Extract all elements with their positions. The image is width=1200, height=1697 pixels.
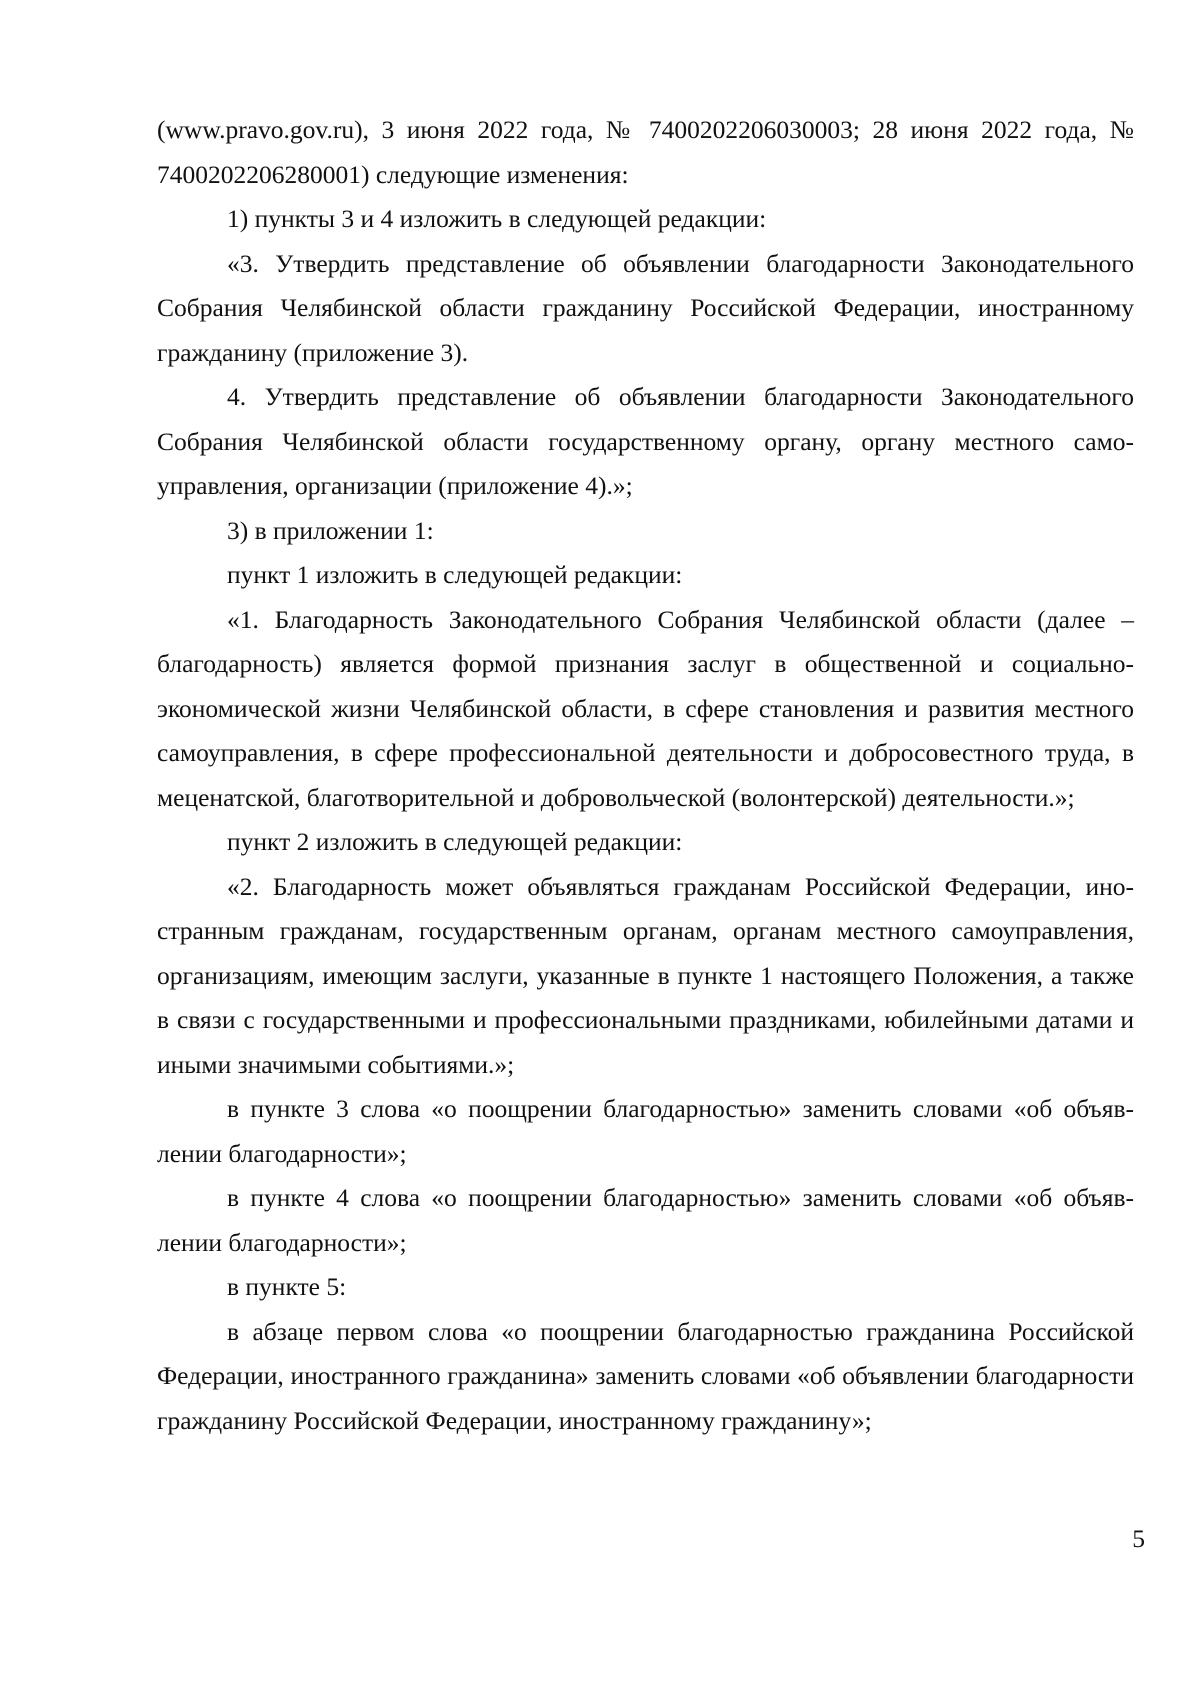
paragraph-point-1-text: «1. Благодарность Законодательного Собрания Челябинской области (далее – благодарность) является формой признания заслуг в общественной и социально-экономической жизни Челябинской области, в сфере становления и развития местного самоуправления, в сфере профессиональной деятельности и добросовестного труда, в меценатской, благотворительной и добровольческой (волонтерской) деятельности.»;: [157, 604, 1134, 812]
paragraph-item-3: 3) в приложении 1:: [227, 515, 434, 545]
paragraph-point-3-change: в пункте 3 слова «о поощрении благодарностью» заменить словами «об объявлении благодарности»;: [157, 1094, 1134, 1168]
document-body: [157, 108, 1134, 1443]
paragraph-point-4-change: в пункте 4 слова «о поощрении благодарностью» заменить словами «об объявлении благодарности»;: [157, 1183, 1134, 1257]
paragraph-item-1: 1) пункты 3 и 4 изложить в следующей редакции:: [227, 204, 767, 233]
paragraph-point-1-intro: пункт 1 изложить в следующей редакции:: [227, 560, 683, 589]
page-number: 5: [1132, 1524, 1145, 1553]
paragraph-point-2-text: «2. Благодарность может объявляться гражданам Российской Федерации, иностранным гражданам, государственным органам, органам местного самоуправления, организациям, имеющим заслуги, указанные в пункте 1 настоящего Положения, а также в связи с государственными и профессиональными праздниками, юбилейными датами и иными значимыми событиями.»;: [157, 871, 1134, 1079]
paragraph-point-5-intro: в пункте 5:: [227, 1272, 347, 1301]
paragraph-point-2-intro: пункт 2 изложить в следующей редакции:: [227, 827, 683, 856]
paragraph-point-4: 4. Утвердить представление об объявлении благодарности Законодательного Собрания Челябинской области государственному органу, органу местного самоуправления, организации (приложение 4).»;: [157, 382, 1134, 500]
paragraph-continuation: (www.pravo.gov.ru), 3 июня 2022 года, № 7400202206030003; 28 июня 2022 года, № 7400202206280001) следующие изменения:: [157, 115, 1134, 189]
paragraph-point-3: «3. Утвердить представление об объявлении благодарности Законодательного Собрания Челябинской области гражданину Российской Федерации, иностранному гражданину (приложение 3).: [157, 248, 1134, 367]
paragraph-point-5-change: в абзаце первом слова «о поощрении благодарностью гражданина Российской Федерации, иностранного гражданина» заменить словами «об объявлении благодарности гражданину Российской Федерации, иностранному гражданину»;: [157, 1316, 1134, 1435]
